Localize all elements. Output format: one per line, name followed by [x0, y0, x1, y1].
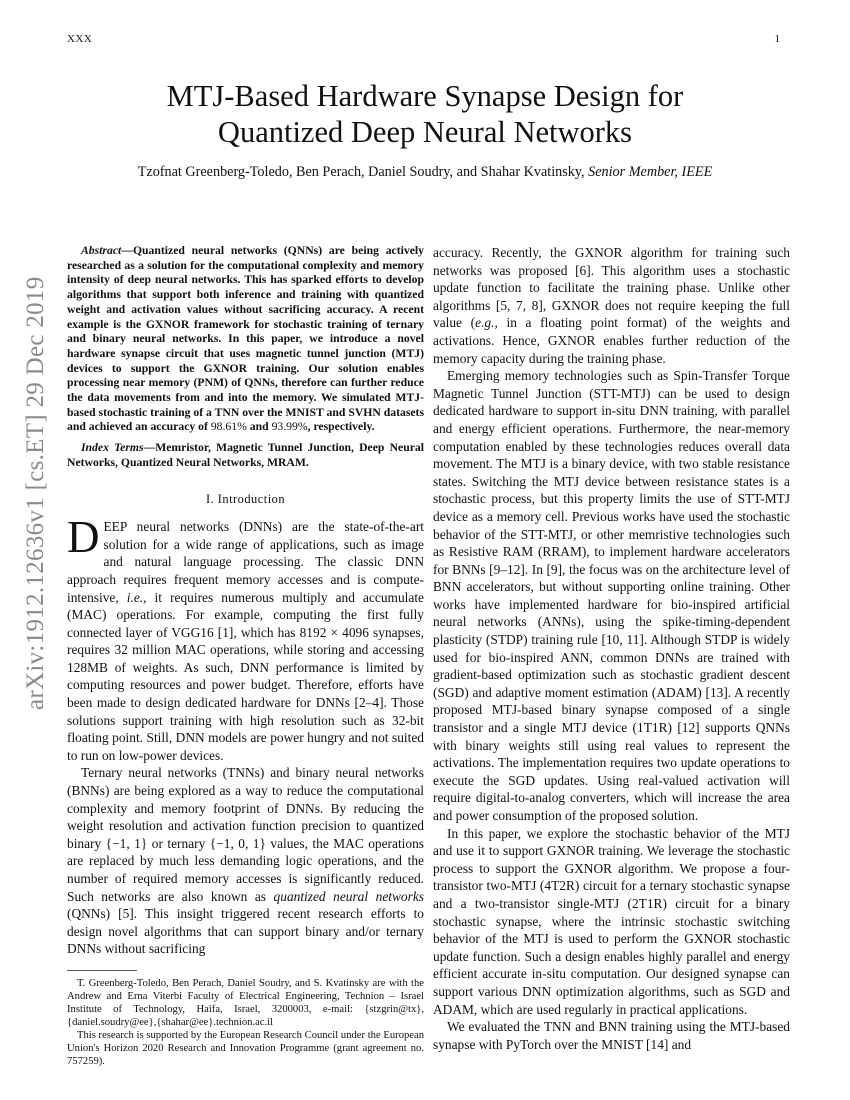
abstract-value-2: 93.99% — [271, 420, 308, 434]
abstract-end: , respectively. — [307, 420, 375, 434]
arxiv-sidebar — [0, 276, 50, 710]
abstract-and: and — [249, 420, 269, 434]
footnote-rule — [67, 970, 137, 971]
eg-abbrev: e.g. — [475, 315, 495, 331]
index-terms-label: Index Terms — [81, 441, 144, 455]
abstract — [67, 244, 424, 435]
dropcap: D — [67, 512, 100, 563]
index-terms — [67, 441, 424, 470]
left-column — [67, 244, 424, 1068]
footnote-affiliation: T. Greenberg-Toledo, Ben Perach, Daniel Soudry, and S. Kvatinsky are with the Andrew and Erna Viterbi Faculty of Electrical Engineering, Technion – Israel Institute of Technology, Haifa, Israel, 3200003, e-mail: {stzgrin@tx},{daniel.soudry@ee},{shahar@ee}.technion.ac.il — [67, 977, 424, 1028]
abstract-dash: — — [121, 244, 133, 257]
author-list — [60, 164, 790, 181]
paper-title — [60, 78, 790, 150]
abstract-value-1: 98.61% — [210, 420, 247, 434]
right-p1-text-b: , in a floating point format) of the weights and activations. Hence, GXNOR enables further reduction of the memory capacity during the training phase. — [433, 315, 790, 366]
abstract-text: Quantized neural networks (QNNs) are being actively researched as a solution for the computational complexity and memory intensity of deep neural networks. This has sparked efforts to develop algorithms that support both inference and training with quantized weight and activation values without sacrificing accuracy. A recent example is the GXNOR framework for stochastic training of ternary and binary neural networks. In this paper, we introduce a novel hardware synapse circuit that uses magnetic tunnel junction (MTJ) devices to support the GXNOR training. Our solution enables processing near memory (PNM) of QNNs, therefore can further reduce the data movements from and into the memory. We simulated MTJ-based stochastic training of a TNN over the MNIST and SVHN datasets and achieved an accuracy of — [67, 244, 424, 434]
right-p1-text: accuracy. Recently, the GXNOR algorithm for training such networks was proposed [6]. This algorithm uses a stochastic update function to facilitate the training phase. Unlike other algorithms [5, 7, 8], GXNOR does not require keeping the full value ( — [433, 245, 790, 331]
intro-p1-text: EEP neural networks (DNNs) are the state-of-the-art solution for a wide range of applications, such as image and natural language processing. The classic DNN approach requires frequent memory accesses and is compute-intensive, — [67, 519, 424, 605]
ie-abbrev: i.e. — [126, 589, 144, 605]
footnote-funding: This research is supported by the European Research Council under the European Union's Horizon 2020 Research and Innovation Programme (grant agreement no. 757259). — [67, 1029, 424, 1067]
abstract-label: Abstract — [81, 244, 122, 257]
qnn-term: quantized neural networks — [273, 888, 424, 904]
arxiv-stamp: arXiv:1912.12636v1 [cs.ET] 29 Dec 2019 — [22, 276, 49, 710]
index-terms-text: —Memristor, Magnetic Tunnel Junction, Deep Neural Networks, Quantized Neural Networks, MRAM. — [67, 441, 424, 469]
intro-paragraph-1 — [67, 512, 424, 764]
running-header: XXX — [67, 33, 93, 45]
intro-p2-text: Ternary neural networks (TNNs) and binary neural networks (BNNs) are being explored as a way to reduce the computational complexity and memory footprint of DNNs. By reducing the weight resolution and activation function precision to quantized binary {−1, 1} or ternary {−1, 0, 1} values, the MAC operations are replaced by much less demanding logic operations, and the number of required memory accesses is significantly reduced. Such networks are also known as — [67, 765, 424, 904]
intro-p2-text-b: (QNNs) [5]. This insight triggered recent research efforts to design novel algorithms that can support binary and/or ternary DNNs without sacrificing — [67, 906, 424, 957]
title-line-2: Quantized Deep Neural Networks — [217, 115, 633, 149]
right-column — [433, 244, 790, 1053]
title-line-1: MTJ-Based Hardware Synapse Design for — [166, 79, 684, 113]
right-paragraph-3: In this paper, we explore the stochastic behavior of the MTJ and use it to support GXNOR training. We leverage the stochastic process to support the GXNOR algorithm. We propose a four-transistor two-MTJ (4T2R) circuit for a ternary stochastic synapse and a two-transistor single-MTJ (2T1R) circuit for a binary stochastic synapse, where the intrinsic stochastic switching behavior of the MTJ is used to perform the GXNOR stochastic update function. Such a design enables highly parallel and energy efficient accurate in-situ computation. Our designed synapse can support various DNN optimization algorithms, such as SGD and ADAM, which are used regularly in practical applications. — [433, 825, 790, 1017]
section-heading: I. Introduction — [205, 491, 286, 506]
intro-p1-text-b: , it requires numerous multiply and accumulate (MAC) operations. For example, computing the first fully connected layer of VGG16 [1], which has 8192 × 4096 synapses, requires 32 million MAC operations, while storing and accessing 128MB of weights. As such, DNN performance is limited by computing resources and power budget. Therefore, efforts have been made to design dedicated hardware for DNNs [2–4]. Those solutions support training with high resolution such as 32-bit floating point. Still, DNN models are power hungry and not suited to run on low-power devices. — [67, 589, 424, 763]
authors-suffix: Senior Member, IEEE — [588, 164, 713, 180]
authors-names: Tzofnat Greenberg-Toledo, Ben Perach, Daniel Soudry, and Shahar Kvatinsky, — [137, 164, 585, 180]
right-paragraph-4: We evaluated the TNN and BNN training using the MTJ-based synapse with PyTorch over the MNIST [14] and — [433, 1019, 790, 1052]
right-paragraph-1 — [433, 244, 790, 367]
page-number: 1 — [774, 33, 780, 45]
intro-paragraph-2 — [67, 764, 424, 958]
right-paragraph-2: Emerging memory technologies such as Spin-Transfer Torque Magnetic Tunnel Junction (STT-MTJ) can be used to design dedicated hardware to support in-situ DNN training, with parallel and energy efficient operations. Furthermore, the near-memory computation enabled by these technologies reduces overall data movement. The MTJ is a binary device, with two stable resistance states. Switching the MTJ device between resistance states is a stochastic process, but this property limits the use of STT-MTJ device as a memory cell. Previous works have used the stochastic behavior of the STT-MTJ, or other memristive technologies such as Resistive RAM (RRAM), to implement hardware accelerators for BNNs [9–12]. In [9], the focus was on the architecture level of BNN accelerators, but without supporting online training. Other works have implemented hardware for bio-inspired artificial neural networks (ANNs), using the spike-timing-dependent plasticity (STDP) training rule [10, 11]. Although STDP is widely used for bio-inspired ANN, common DNNs are trained with gradient-based optimization such as stochastic gradient descent (SGD) and adaptive moment estimation (ADAM) [13]. A recently proposed MTJ-based binary synapse composed of a single transistor and a single MTJ device (1T1R) [12] supports QNNs with binary weights still using real values to represent the activations. The implementation requires two update operations to execute the SGD updates. Using real-valued activation will require digital-to-analog converters, which will increase the area and power consumption of the proposed solution. — [433, 368, 790, 823]
